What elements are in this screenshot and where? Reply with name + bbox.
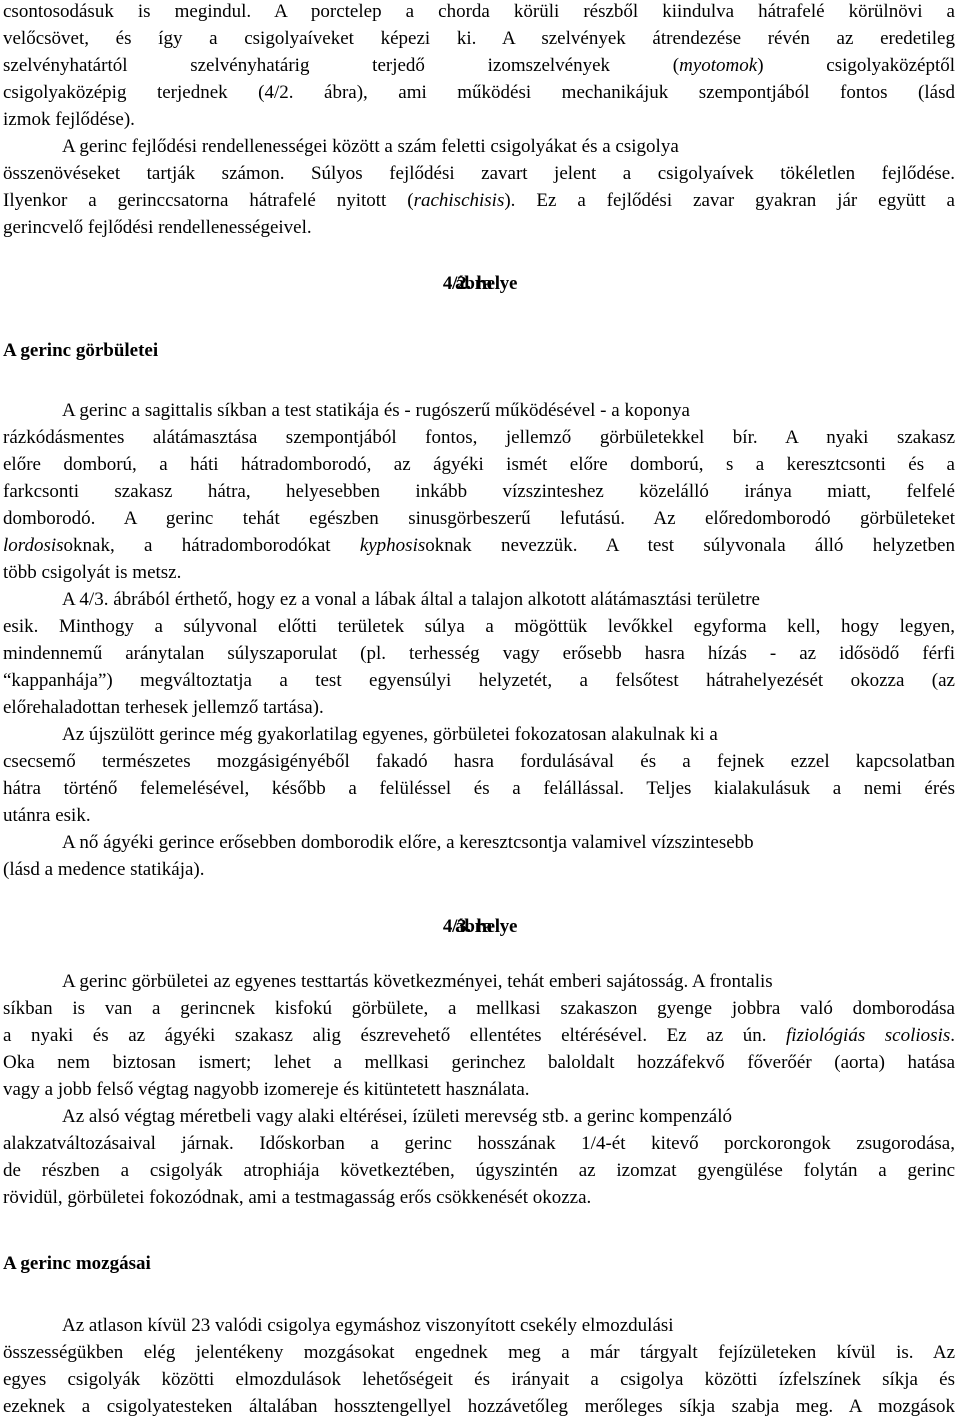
paragraph-1-line-3: szelvényhatártól szelvényhatárig terjedő izomszelvények (myotomok) csigolyaközéptől bbox=[3, 55, 955, 76]
paragraph-4-line-4: “kappanhája”) megváltoztatja a test egyensúlyi helyzetét, a felsőtest hátrahelyezését okozza (az bbox=[3, 670, 955, 691]
paragraph-8-line-2: alakzatváltozásaival járnak. Időskorban a gerinc hosszának 1/4-ét kitevő porckorongok zsugorodása, bbox=[3, 1133, 955, 1154]
paragraph-8-line-1: Az alsó végtag méretbeli vagy alaki eltérései, ízületi merevség stb. a gerinc kompenzáló bbox=[62, 1106, 733, 1127]
figure-placeholder-4-3: 4/3. ábra helye bbox=[442, 916, 518, 937]
paragraph-3-line-1: A gerinc a sagittalis síkban a test statikája és - rugószerű működésével - a koponya bbox=[62, 400, 690, 421]
term-fiziologias-scoliosis: fiziológiás scoliosis bbox=[786, 1025, 951, 1046]
paragraph-8-line-4: rövidül, görbületei fokozódnak, ami a testmagasság erős csökkenését okozza. bbox=[3, 1187, 592, 1208]
paragraph-6-line-1: A nő ágyéki gerince erősebben domborodik előre, a keresztcsontja valamivel vízszintesebb bbox=[62, 832, 754, 853]
section-heading-gerinc-mozgasai: A gerinc mozgásai bbox=[3, 1253, 151, 1274]
paragraph-5-line-1: Az újszülött gerince még gyakorlatilag egyenes, görbületei fokozatosan alakulnak ki a bbox=[62, 724, 718, 745]
paragraph-9-line-2: összességükben elég jelentékeny mozgásokat engednek meg a már tárgyalt fejízületeken kívül is. Az bbox=[3, 1342, 955, 1363]
paragraph-5-line-3: hátra történő felemelésével, később a felüléssel és a felállással. Teljes kialakulásuk a nemi érés bbox=[3, 778, 955, 799]
paragraph-9-line-4: ezeknek a csigolyatesteken általában hossztengellyel hozzávetőleg merőleges síkja szabja meg. A mozgások bbox=[3, 1396, 955, 1417]
paragraph-2-line-4: gerincvelő fejlődési rendellenességeivel. bbox=[3, 217, 312, 238]
paragraph-3-line-4: farkcsonti szakasz hátra, helyesebben inkább vízszinteshez közelálló iránya miatt, felfelé bbox=[3, 481, 955, 502]
paragraph-5-line-4: utánra esik. bbox=[3, 805, 91, 826]
paragraph-2-line-2: összenövéseket tartják számon. Súlyos fejlődési zavart jelent a csigolyaívek tökéletlen fejlődése. bbox=[3, 163, 955, 184]
paragraph-7-line-3: a nyaki és az ágyéki szakasz alig észrevehető ellentétes eltérésével. Ez az ún. fiziológiás scoliosis. bbox=[3, 1025, 955, 1046]
paragraph-9-line-1: Az atlason kívül 23 valódi csigolya egymáshoz viszonyított csekély elmozdulási bbox=[62, 1315, 674, 1336]
paragraph-7-line-4: Oka nem biztosan ismert; lehet a mellkasi gerinchez baloldalt hozzáfekvő főverőér (aorta) hatása bbox=[3, 1052, 955, 1073]
paragraph-1-line-1: csontosodásuk is megindul. A porctelep a chorda körüli részből kiindulva hátrafelé körülnövi a bbox=[3, 1, 955, 22]
term-myotomok: myotomok bbox=[679, 55, 758, 76]
term-lordosis: lordosis bbox=[3, 535, 64, 556]
term-kyphosis: kyphosis bbox=[359, 535, 426, 556]
paragraph-9-line-3: egyes csigolyák közötti elmozdulások lehetőségeit és irányait a csigolya közötti ízfelszínek síkja és bbox=[3, 1369, 955, 1390]
paragraph-3-line-6: lordosisoknak, a hátradomborodókat kyphosisoknak nevezzük. A test súlyvonala álló helyzetben bbox=[3, 535, 955, 556]
section-heading-gerinc-gorbuletei: A gerinc görbületei bbox=[3, 340, 159, 361]
paragraph-4-line-1: A 4/3. ábrából érthető, hogy ez a vonal a lábak által a talajon alkotott alátámasztási területre bbox=[62, 589, 760, 610]
paragraph-3-line-7: több csigolyát is metsz. bbox=[3, 562, 182, 583]
paragraph-2-line-1: A gerinc fejlődési rendellenességei között a szám feletti csigolyákat és a csigolya bbox=[62, 136, 679, 157]
paragraph-4-line-5: előrehaladottan terhesek jellemző tartása). bbox=[3, 697, 324, 718]
paragraph-1-line-4: csigolyaközépig terjednek (4/2. ábra), ami működési mechanikájuk szempontjából fontos (lásd bbox=[3, 82, 955, 103]
figure-placeholder-4-2: 4/2. ábra helye bbox=[442, 273, 518, 294]
term-rachischisis: rachischisis bbox=[413, 190, 505, 211]
paragraph-7-line-5: vagy a jobb felső végtag nagyobb izomereje és kitüntetett használata. bbox=[3, 1079, 530, 1100]
paragraph-8-line-3: de részben a csigolyák atrophiája következtében, úgyszintén az izomzat gyengülése folytán a gerinc bbox=[3, 1160, 955, 1181]
paragraph-4-line-3: mindennemű aránytalan súlyszaporulat (pl. terhesség vagy erősebb hasra hízás - az idősödő férfi bbox=[3, 643, 955, 664]
paragraph-7-line-1: A gerinc görbületei az egyenes testtartás következményei, tehát emberi sajátosság. A frontalis bbox=[62, 971, 773, 992]
paragraph-2-line-3: Ilyenkor a gerinccsatorna hátrafelé nyitott (rachischisis). Ez a fejlődési zavar gyakran jár együtt a bbox=[3, 190, 955, 211]
paragraph-4-line-2: esik. Minthogy a súlyvonal előtti területek súlya a mögöttük levőkkel egyforma kell, hogy legyen, bbox=[3, 616, 955, 637]
paragraph-6-line-2: (lásd a medence statikája). bbox=[3, 859, 205, 880]
paragraph-7-line-2: síkban is van a gerincnek kisfokú görbülete, a mellkasi szakaszon gyenge jobbra való domborodása bbox=[3, 998, 955, 1019]
paragraph-1-line-5: izmok fejlődése). bbox=[3, 109, 135, 130]
paragraph-3-line-2: rázkódásmentes alátámasztása szempontjából fontos, jellemző görbületekkel bír. A nyaki szakasz bbox=[3, 427, 955, 448]
paragraph-5-line-2: csecsemő természetes mozgásigényéből fakadó hasra fordulásával és a fejnek ezzel kapcsolatban bbox=[3, 751, 955, 772]
paragraph-3-line-3: előre domború, a háti hátradomborodó, az ágyéki ismét előre domború, s a keresztcsonti és a bbox=[3, 454, 955, 475]
paragraph-1-line-2: velőcsövet, és így a csigolyaíveket képezi ki. A szelvények átrendezése révén az eredetileg bbox=[3, 28, 955, 49]
paragraph-3-line-5: domborodó. A gerinc tehát egészben sinusgörbeszerű lefutású. Az előredomborodó görbületeket bbox=[3, 508, 955, 529]
